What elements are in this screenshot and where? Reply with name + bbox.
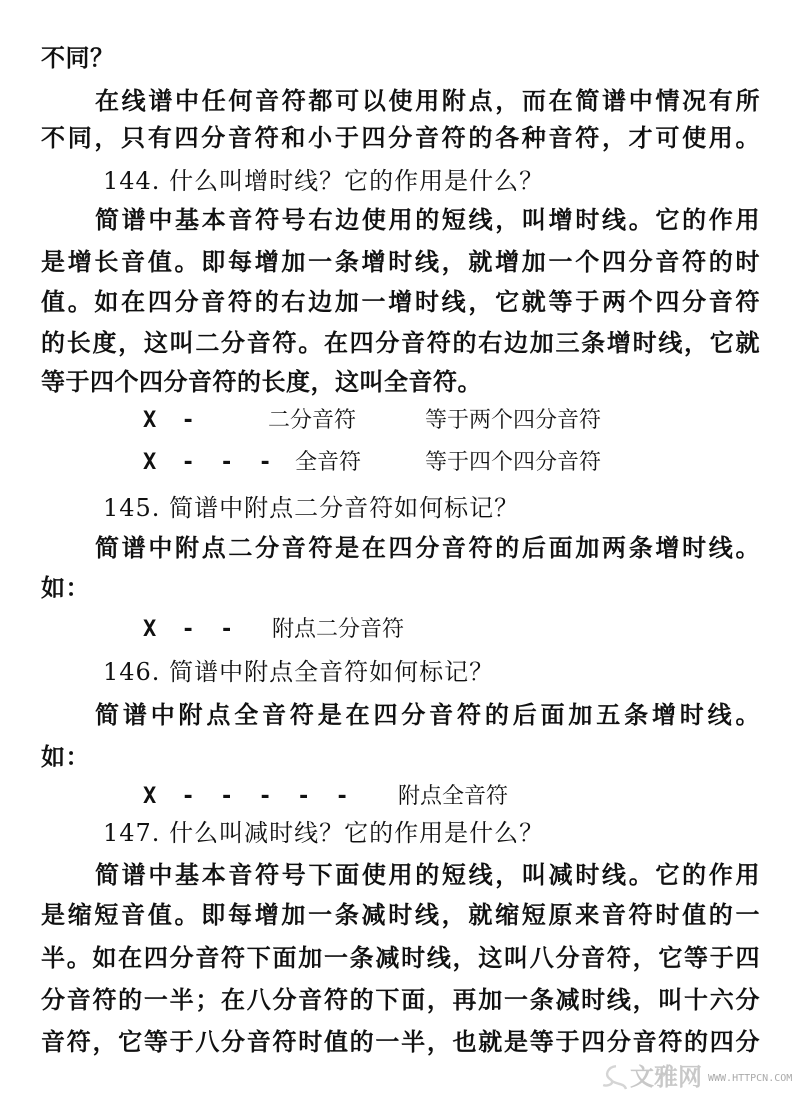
notation-name: 附点二分音符 [272, 617, 405, 642]
text-line: 如： [41, 742, 90, 771]
text-line: 不同？ [41, 43, 115, 72]
text-line: 是缩短音值。即每增加一条减时线，就缩短原来音符时值的一 [41, 900, 760, 929]
text-line: 是增长音值。即每增加一条增时线，就增加一个四分音符的时 [41, 247, 760, 276]
text-line: 半。如在四分音符下面加一条减时线，这叫八分音符，它等于四 [41, 943, 760, 972]
text-line: 在线谱中任何音符都可以使用附点，而在简谱中情况有所 [95, 86, 760, 115]
notation-symbol: X - - [143, 617, 240, 642]
notation-name: 全音符 [295, 450, 362, 475]
text-line: 简谱中附点二分音符是在四分音符的后面加两条增时线。 [95, 533, 760, 562]
question-heading-147: 147. 什么叫减时线？它的作用是什么？ [103, 819, 545, 847]
notation-desc: 等于两个四分音符 [425, 408, 602, 433]
notation-symbol: X - - - [143, 450, 278, 475]
text-line: 分音符的一半；在八分音符的下面，再加一条减时线，叫十六分 [41, 985, 760, 1014]
watermark-url: WWW.HTTPCN.COM [708, 1073, 793, 1084]
text-line: 值。如在四分音符的右边加一增时线，它就等于两个四分音符 [41, 287, 760, 316]
watermark-swirl-icon [600, 1063, 628, 1093]
question-heading-145: 145. 简谱中附点二分音符如何标记？ [103, 494, 520, 522]
text-line: 简谱中附点全音符是在四分音符的后面加五条增时线。 [95, 700, 760, 729]
text-line: 不同，只有四分音符和小于四分音符的各种音符，才可使用。 [41, 123, 760, 152]
text-line: 等于四个四分音符的长度，这叫全音符。 [41, 367, 482, 396]
notation-symbol: X - - - - - [143, 784, 355, 809]
watermark-logo [600, 1062, 800, 1094]
notation-desc: 等于四个四分音符 [425, 450, 602, 475]
question-heading-144: 144. 什么叫增时线？它的作用是什么？ [103, 167, 545, 195]
watermark-text: 文雅网 [630, 1063, 702, 1091]
text-line: 音符，它等于八分音符时值的一半，也就是等于四分音符的四分 [41, 1027, 760, 1056]
notation-name: 附点全音符 [398, 784, 509, 809]
notation-symbol: X - [143, 408, 201, 433]
notation-name: 二分音符 [268, 408, 357, 433]
question-heading-146: 146. 简谱中附点全音符如何标记？ [103, 658, 495, 686]
text-line: 如： [41, 573, 90, 602]
text-line: 的长度，这叫二分音符。在四分音符的右边加三条增时线，它就 [41, 328, 760, 357]
text-line: 简谱中基本音符号右边使用的短线，叫增时线。它的作用 [95, 205, 760, 234]
text-line: 简谱中基本音符号下面使用的短线，叫减时线。它的作用 [95, 860, 760, 889]
